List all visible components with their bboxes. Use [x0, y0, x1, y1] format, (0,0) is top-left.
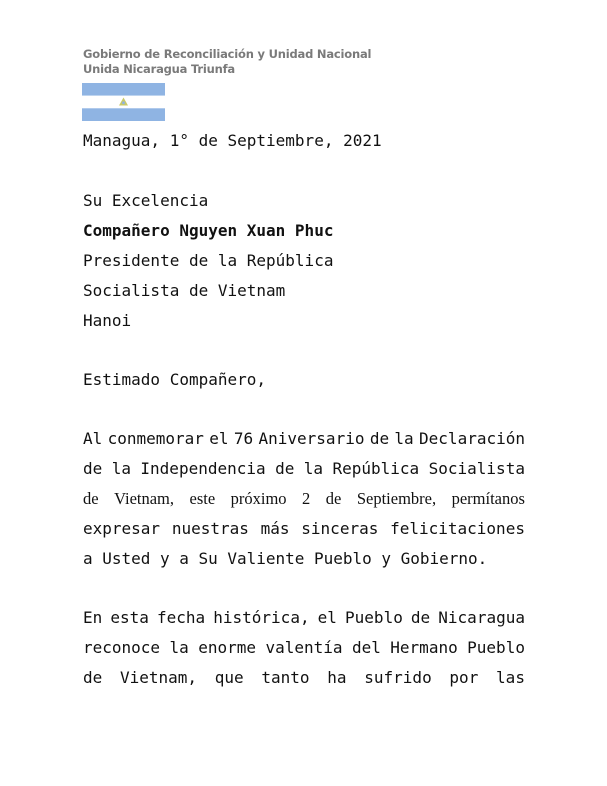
word: Nicaragua — [438, 608, 525, 627]
word: de — [369, 429, 390, 448]
letter-date: Managua, 1° de Septiembre, 2021 — [83, 131, 382, 150]
word: por — [449, 668, 479, 687]
word: a — [83, 549, 93, 568]
greeting: Estimado Compañero, — [83, 370, 267, 389]
word: el — [209, 429, 229, 448]
word: de — [83, 489, 99, 508]
word: la — [303, 459, 324, 478]
word: que — [214, 668, 244, 687]
word: Pueblo — [467, 638, 525, 657]
word: Valiente — [227, 549, 305, 568]
paragraph1-line — [83, 519, 525, 538]
recipient-position-line-1: Presidente de la República — [83, 251, 334, 270]
word: de — [83, 668, 103, 687]
word: Vietnam, — [114, 489, 175, 508]
word: Pueblo — [313, 549, 372, 568]
word: la — [111, 459, 131, 478]
recipient-name: Compañero Nguyen Xuan Phuc — [83, 221, 334, 240]
paragraph1-line — [83, 489, 525, 509]
word: permítanos — [451, 489, 525, 508]
paragraph1-line — [83, 549, 525, 568]
word: conmemorar — [107, 429, 204, 448]
word: próximo — [230, 489, 287, 508]
word: 2 — [302, 489, 311, 508]
recipient-position-line-2: Socialista de Vietnam — [83, 281, 286, 300]
word: Usted — [102, 549, 151, 568]
word: valentía — [265, 638, 343, 657]
word: Gobierno. — [400, 549, 488, 568]
recipient-city: Hanoi — [83, 311, 132, 330]
word: enorme — [198, 638, 256, 657]
salutation-title: Su Excelencia — [83, 191, 209, 210]
word: República — [332, 459, 420, 478]
word: Al — [83, 429, 103, 448]
word: del — [351, 638, 381, 657]
word: Pueblo — [345, 608, 403, 627]
word: a — [179, 549, 189, 568]
letterhead — [83, 47, 371, 77]
letterhead-government-name: Gobierno de Reconciliación y Unidad Nacional — [83, 47, 372, 61]
paragraph2-line — [83, 668, 525, 687]
letterhead-slogan: Unida Nicaragua Triunfa — [83, 62, 235, 76]
word: Su — [198, 549, 218, 568]
word: esta — [110, 608, 149, 627]
word: y — [381, 549, 392, 568]
paragraph2-line — [83, 638, 525, 657]
word: Independencia — [140, 459, 266, 478]
word: más — [260, 519, 290, 538]
word: Septiembre, — [356, 489, 437, 508]
nicaragua-flag-icon — [82, 83, 165, 121]
word: de — [275, 459, 295, 478]
word: Vietnam, — [119, 668, 198, 687]
word: Socialista — [428, 459, 525, 478]
word: este — [189, 489, 216, 508]
word: Aniversario — [258, 429, 365, 448]
word: y — [160, 549, 170, 568]
word: las — [496, 668, 525, 687]
word: expresar — [83, 519, 161, 538]
word: En — [83, 608, 103, 627]
word: la — [394, 429, 414, 448]
word: de — [410, 608, 431, 627]
paragraph2-line — [83, 608, 525, 627]
word: Declaración — [419, 429, 525, 448]
word: sinceras — [301, 519, 379, 538]
word: reconoce — [83, 638, 161, 657]
word: tanto — [261, 668, 310, 687]
word: la — [169, 638, 189, 657]
word: histórica, — [213, 608, 310, 627]
word: ha — [327, 668, 347, 687]
word: felicitaciones — [390, 519, 525, 538]
word: 76 — [233, 429, 254, 448]
word: sufrido — [364, 668, 432, 687]
word: el — [317, 608, 337, 627]
paragraph1-line — [83, 459, 525, 478]
paragraph1-line — [83, 429, 525, 448]
word: nuestras — [171, 519, 249, 538]
word: de — [83, 459, 103, 478]
word: fecha — [156, 608, 206, 627]
word: de — [325, 489, 342, 508]
word: Hermano — [390, 638, 458, 657]
